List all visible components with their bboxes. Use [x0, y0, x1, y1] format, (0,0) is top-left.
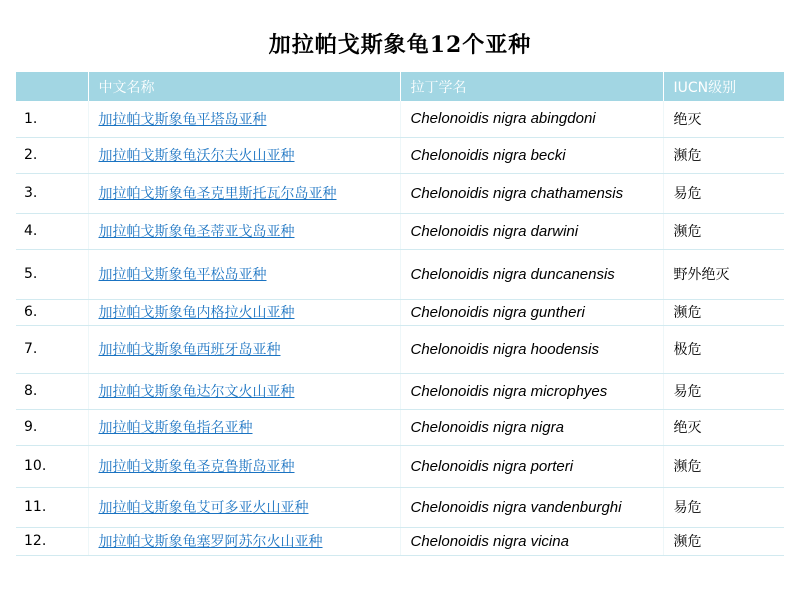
- row-number: 8.: [16, 373, 88, 409]
- iucn-level: 濒危: [663, 445, 784, 487]
- latin-name: Chelonoidis nigra chathamensis: [400, 173, 663, 213]
- header-iucn-level: IUCN级别: [663, 72, 784, 101]
- row-number: 3.: [16, 173, 88, 213]
- subspecies-link[interactable]: 加拉帕戈斯象龟平塔岛亚种: [98, 111, 267, 128]
- iucn-level: 极危: [663, 325, 784, 373]
- header-latin-name: 拉丁学名: [400, 72, 663, 101]
- subspecies-link[interactable]: 加拉帕戈斯象龟指名亚种: [98, 420, 253, 436]
- row-number: 4.: [16, 213, 88, 249]
- iucn-level: 易危: [663, 487, 784, 527]
- header-chinese-name: 中文名称: [88, 72, 400, 101]
- table-body: [16, 101, 784, 555]
- subspecies-link[interactable]: 加拉帕戈斯象龟圣蒂亚戈岛亚种: [98, 224, 295, 240]
- iucn-level: 濒危: [663, 213, 784, 249]
- chinese-name-cell: [88, 249, 400, 299]
- subspecies-link[interactable]: 加拉帕戈斯象龟沃尔夫火山亚种: [98, 148, 295, 164]
- row-number: 11.: [16, 487, 88, 527]
- table-row: [16, 445, 784, 487]
- row-number: 12.: [16, 527, 88, 555]
- latin-name: Chelonoidis nigra hoodensis: [400, 325, 663, 373]
- subspecies-link[interactable]: 加拉帕戈斯象龟圣克里斯托瓦尔岛亚种: [98, 186, 337, 202]
- table-row: [16, 487, 784, 527]
- latin-name: Chelonoidis nigra vicina: [400, 527, 663, 555]
- row-number: 10.: [16, 445, 88, 487]
- chinese-name-cell: [88, 299, 400, 325]
- chinese-name-cell: [88, 173, 400, 213]
- chinese-name-cell: [88, 527, 400, 555]
- table-row: [16, 213, 784, 249]
- chinese-name-cell: [88, 101, 400, 137]
- row-number: 5.: [16, 249, 88, 299]
- chinese-name-cell: [88, 409, 400, 445]
- chinese-name-cell: [88, 445, 400, 487]
- table-row: [16, 409, 784, 445]
- page-title: 加拉帕戈斯象龟12个亚种: [268, 32, 532, 58]
- table-row: [16, 173, 784, 213]
- table-row: [16, 299, 784, 325]
- latin-name: Chelonoidis nigra guntheri: [400, 299, 663, 325]
- iucn-level: 绝灭: [663, 101, 784, 137]
- chinese-name-cell: [88, 373, 400, 409]
- iucn-level: 易危: [663, 373, 784, 409]
- latin-name: Chelonoidis nigra abingdoni: [400, 101, 663, 137]
- subspecies-link[interactable]: 加拉帕戈斯象龟艾可多亚火山亚种: [98, 500, 309, 516]
- table-row: [16, 249, 784, 299]
- table-row: [16, 373, 784, 409]
- subspecies-link[interactable]: 加拉帕戈斯象龟西班牙岛亚种: [98, 342, 281, 358]
- iucn-level: 绝灭: [663, 409, 784, 445]
- chinese-name-cell: [88, 487, 400, 527]
- iucn-level: 濒危: [663, 299, 784, 325]
- table-row: [16, 137, 784, 173]
- subspecies-link[interactable]: 加拉帕戈斯象龟圣克鲁斯岛亚种: [98, 459, 295, 475]
- latin-name: Chelonoidis nigra porteri: [400, 445, 663, 487]
- row-number: 6.: [16, 299, 88, 325]
- subspecies-link[interactable]: 加拉帕戈斯象龟塞罗阿苏尔火山亚种: [98, 534, 323, 550]
- row-number: 7.: [16, 325, 88, 373]
- row-number: 1.: [16, 101, 88, 137]
- iucn-level: 濒危: [663, 527, 784, 555]
- latin-name: Chelonoidis nigra microphyes: [400, 373, 663, 409]
- latin-name: Chelonoidis nigra becki: [400, 137, 663, 173]
- subspecies-table: [16, 72, 784, 556]
- table-header: [16, 72, 784, 101]
- subspecies-link[interactable]: 加拉帕戈斯象龟达尔文火山亚种: [98, 384, 295, 400]
- chinese-name-cell: [88, 325, 400, 373]
- subspecies-link[interactable]: 加拉帕戈斯象龟平松岛亚种: [98, 267, 267, 283]
- latin-name: Chelonoidis nigra duncanensis: [400, 249, 663, 299]
- latin-name: Chelonoidis nigra nigra: [400, 409, 663, 445]
- latin-name: Chelonoidis nigra vandenburghi: [400, 487, 663, 527]
- chinese-name-cell: [88, 137, 400, 173]
- table-row: [16, 325, 784, 373]
- iucn-level: 濒危: [663, 137, 784, 173]
- table-row: [16, 527, 784, 555]
- row-number: 9.: [16, 409, 88, 445]
- subspecies-link[interactable]: 加拉帕戈斯象龟内格拉火山亚种: [98, 305, 295, 321]
- chinese-name-cell: [88, 213, 400, 249]
- table-row: [16, 101, 784, 137]
- iucn-level: 野外绝灭: [663, 249, 784, 299]
- latin-name: Chelonoidis nigra darwini: [400, 213, 663, 249]
- row-number: 2.: [16, 137, 88, 173]
- iucn-level: 易危: [663, 173, 784, 213]
- header-number: [16, 72, 88, 101]
